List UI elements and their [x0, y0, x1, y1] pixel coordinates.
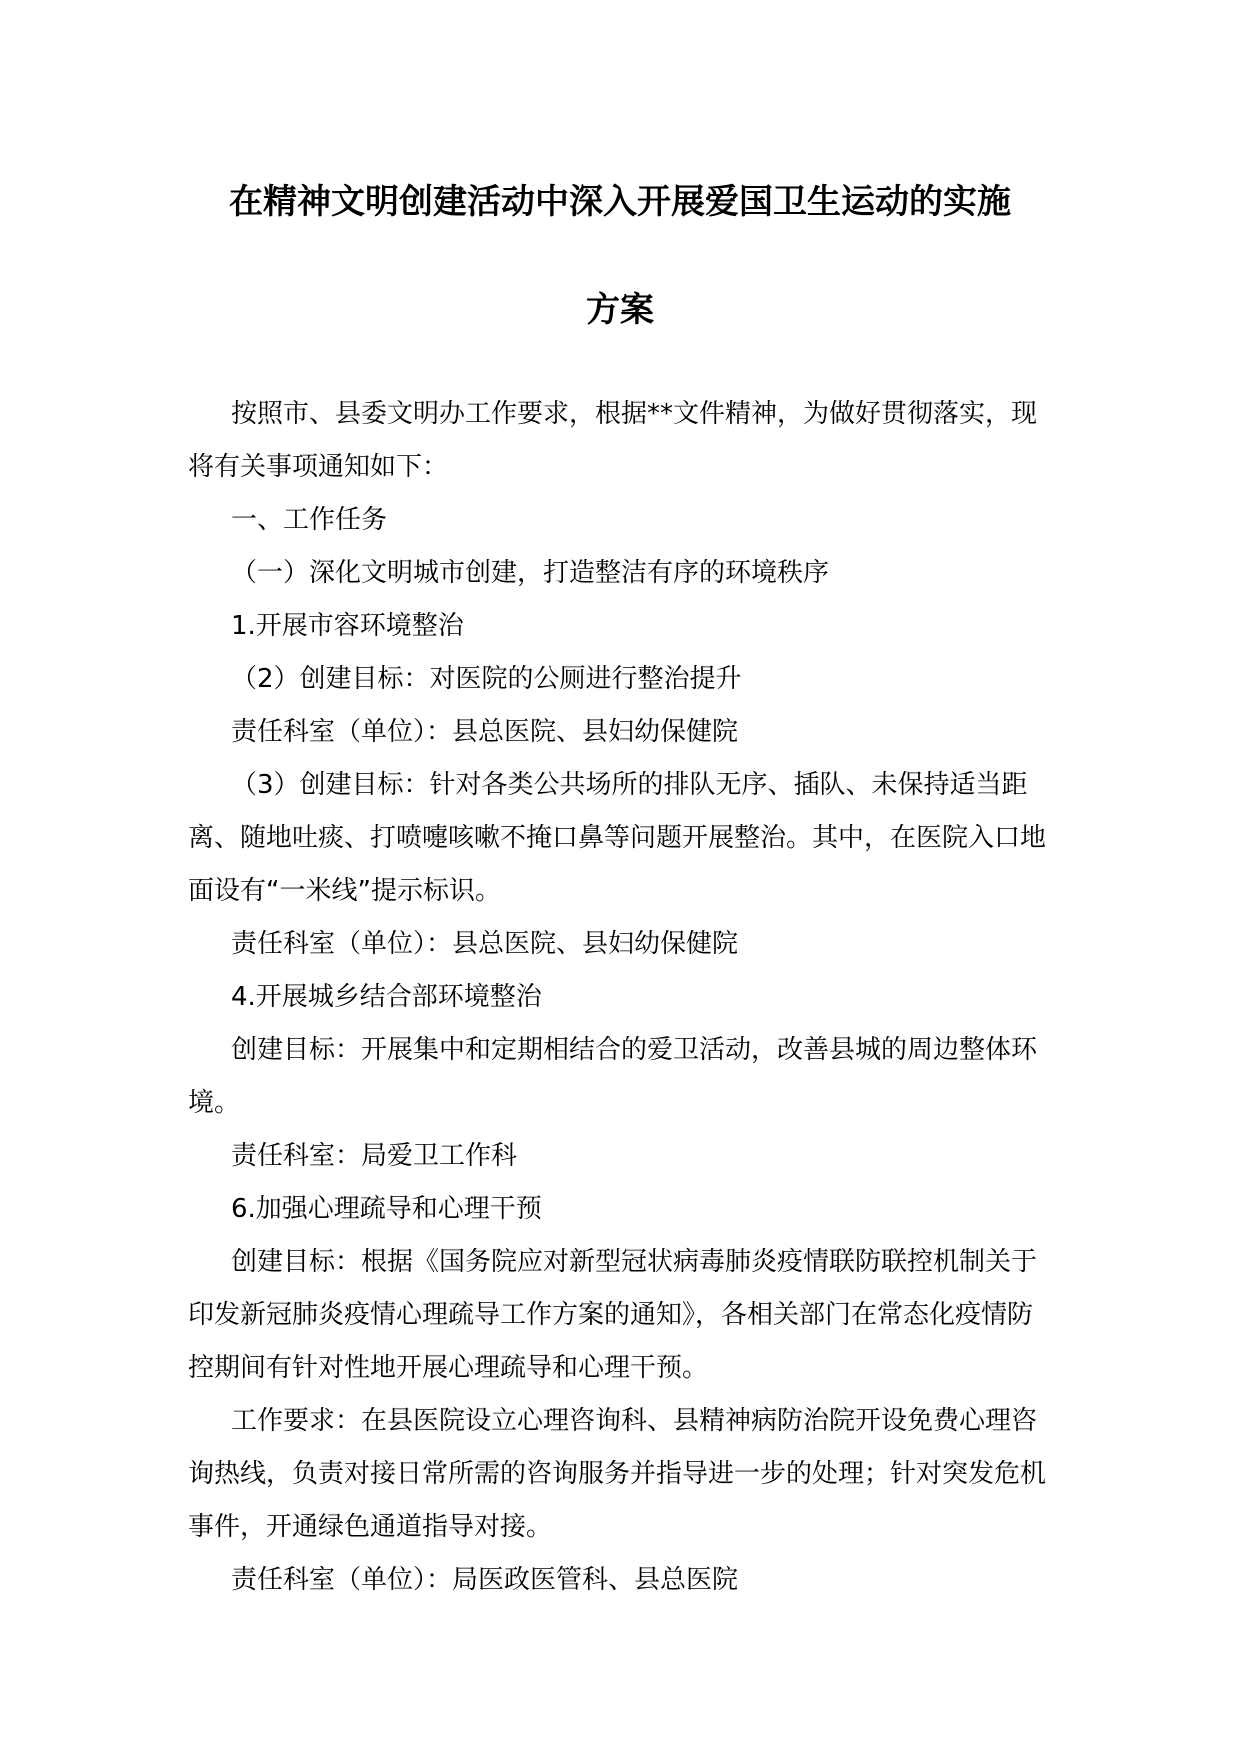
goal-paragraph: 创建目标：根据《国务院应对新型冠状病毒肺炎疫情联防联控机制关于印发新冠肺炎疫情心理疏导工作方案的通知》，各相关部门在常态化疫情防控期间有针对性地开展心理疏导和心理干预。 — [188, 1247, 1038, 1383]
goal-paragraph: （3）创建目标：针对各类公共场所的排队无序、插队、未保持适当距离、随地吐痰、打喷嚏咳嗽不掩口鼻等问题开展整治。其中，在医院入口地面设有“一米线”提示标识。 — [188, 770, 1047, 906]
responsible-unit-paragraph: 责任科室（单位）：局医政医管科、县总医院 — [231, 1565, 739, 1595]
document-title-line-2: 方案 — [586, 290, 654, 330]
intro-paragraph: 按照市、县委文明办工作要求，根据**文件精神，为做好贯彻落实，现将有关事项通知如下： — [188, 399, 1038, 482]
section-heading-work-tasks: 一、工作任务 — [231, 505, 388, 535]
goal-paragraph: 创建目标：开展集中和定期相结合的爱卫活动，改善县城的周边整体环境。 — [188, 1035, 1038, 1118]
item-heading-city-appearance: 1.开展市容环境整治 — [231, 611, 464, 641]
item-heading-urban-rural: 4.开展城乡结合部环境整治 — [231, 982, 542, 1012]
responsible-unit-paragraph: 责任科室：局爱卫工作科 — [231, 1141, 518, 1171]
item-heading-psychological: 6.加强心理疏导和心理干预 — [231, 1194, 542, 1224]
document-body — [188, 388, 1058, 1607]
subsection-heading-civilized-city: （一）深化文明城市创建，打造整洁有序的环境秩序 — [231, 558, 830, 588]
document-title-line-1: 在精神文明创建活动中深入开展爱国卫生运动的实施 — [229, 182, 1011, 222]
goal-paragraph: （2）创建目标：对医院的公厕进行整治提升 — [231, 664, 742, 694]
responsible-unit-paragraph: 责任科室（单位）：县总医院、县妇幼保健院 — [231, 717, 739, 747]
requirements-paragraph: 工作要求：在县医院设立心理咨询科、县精神病防治院开设免费心理咨询热线，负责对接日常所需的咨询服务并指导进一步的处理；针对突发危机事件，开通绿色通道指导对接。 — [188, 1406, 1047, 1542]
responsible-unit-paragraph: 责任科室（单位）：县总医院、县妇幼保健院 — [231, 929, 739, 959]
